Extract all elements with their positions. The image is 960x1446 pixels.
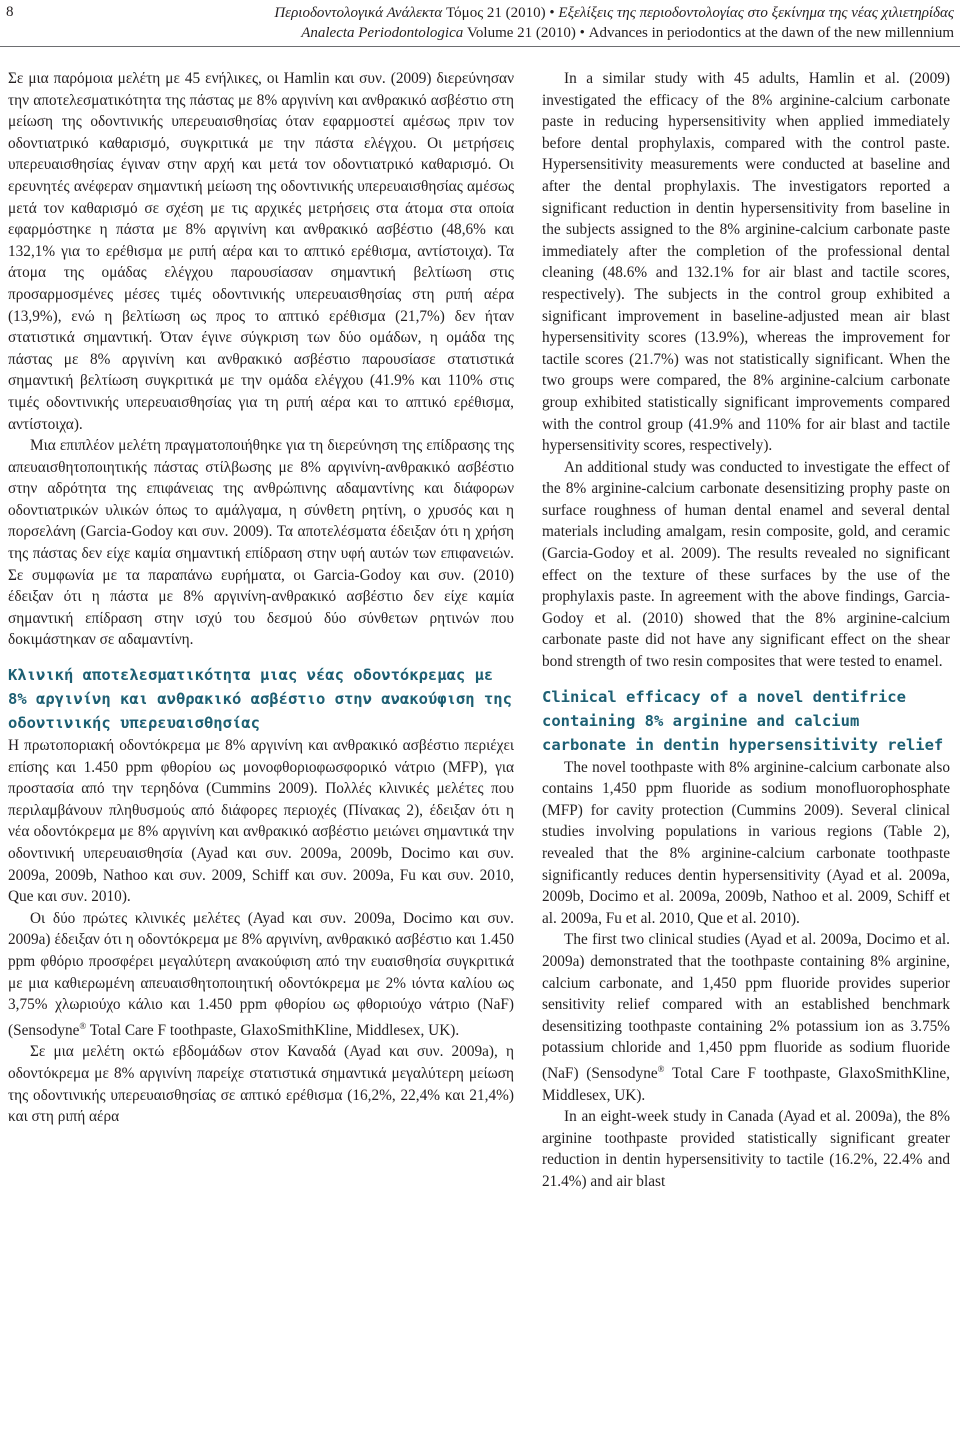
header-divider <box>0 46 960 47</box>
greek-column <box>8 68 514 1128</box>
page-number: 8 <box>6 4 14 20</box>
english-paragraph-garcia-godoy: An additional study was conducted to investigate the effect of the 8% arginine-calcium carbonate desensitizing prophy paste on surface roughness of human dental enamel and several dental materials including amalgam, resin composite, gold, and ceramic (Garcia-Godoy et al. 2009). The results revealed no significant effect on the texture of these surfaces by the use of the prophylaxis paste. In agreement with the above findings, Garcia-Godoy et al. (2010) showed that the 8% arginine-calcium carbonate paste did not have any significant effect on the shear bond strength of two resin composites that were tested to enamel. <box>542 458 950 671</box>
english-paragraph-canada-study: In an eight-week study in Canada (Ayad et al. 2009a), the 8% arginine toothpaste provided statistically significant greater reduction in dentin hypersensitivity to tactile (16.2%, 22.4% and 21.4%) and air blast <box>542 1108 950 1190</box>
header-line-english <box>274 23 954 43</box>
greek-paragraph-canada-study: Σε μια μελέτη οκτώ εβδομάδων στον Καναδά (Ayad και συν. 2009a), η οδοντόκρεμα με 8% αργινίνη παρείχε στατιστικά σημαντικά μεγαλύτερη μείωση της οδοντινικής υπερευαισθησίας σε απτικό ερέθισμα (16,2%, 22,4% και 21,4%) και στη ριπή αέρα <box>8 1043 514 1126</box>
greek-section-heading: Κλινική αποτελεσματικότητα μιας νέας οδοντόκρεμας με 8% αργινίνη και ανθρακικό ασβέστιο στην ανακούφιση της οδοντινικής υπερευαισθησίας <box>8 666 512 733</box>
greek-paragraph-garcia-godoy: Μια επιπλέον μελέτη πραγματοποιήθηκε για τη διερεύνηση της επίδρασης της απευαισθητοποιητικής πάστας στίλβωσης με 8% αργινίνη-ανθρακικό ασβέστιο στην αδρότητα της επιφάνειας της ανθρώπινης αδαμαντίνης και διάφορων οδοντιατρικών υλικών όπως το αμάλγαμα, η σύνθετη ρητίνη, ο χρυσός και η πορσελάνη (Garcia-Godoy και συν. 2009). Τα αποτελέσματα έδειξαν ότι η χρήση της πάστας δεν είχε καμία σημαντική επίδραση στην υφή αυτών των επιφανειών. Σε συμφωνία με τα παραπάνω ευρήματα, οι Garcia-Godoy και συν. (2010) έδειξαν ότι η πάστα με 8% αργινίνη-ανθρακικό ασβέστιο δεν είχε καμία σημαντική επίδραση στην ισχύ του δεσμού δύο σύνθετων ρητινών που δοκιμάστηκαν σε αδαμαντίνη. <box>8 437 514 649</box>
header-bullet: • <box>549 5 555 21</box>
journal-title-greek: Περιοδοντολογικά Ανάλεκτα <box>274 5 443 21</box>
english-paragraph-novel-toothpaste: The novel toothpaste with 8% arginine-calcium carbonate also contains 1,450 ppm fluoride as sodium monofluorophosphate (MFP) for cavity protection (Cummins 2009). Several clinical studies involving populations in various regions (Table 2), revealed that the 8% arginine-calcium carbonate toothpaste significantly reduces dentin hypersensitivity (Ayad et al. 2009a, 2009b, Docimo et al. 2009a, 2009b, Nathoo et al. 2009, Schiff et al. 2009a, Fu et al. 2010, Que et al. 2010). <box>542 758 950 927</box>
english-paragraph-first-studies: The first two clinical studies (Ayad et al. 2009a, Docimo et al. 2009a) demonstrated that the toothpaste containing 8% arginine, calcium carbonate, and 1,450 ppm fluoride provides superior sensitivity relief compared with an established benchmark desensitizing toothpaste containing 2% potassium ion as 3.75% potassium chloride and 1,450 ppm fluoride as sodium fluoride (NaF) (Sensodyne® Total Care F toothpaste, GlaxoSmithKline, Middlesex, UK). <box>542 931 950 1104</box>
header-bullet-2: • <box>579 25 585 41</box>
greek-paragraph-first-studies: Οι δύο πρώτες κλινικές μελέτες (Ayad και συν. 2009a, Docimo και συν. 2009a) έδειξαν ότι η οδοντόκρεμα με 8% αργινίνη, ανθρακικό ασβέστιο και 1.450 ppm φθόριο προσφέρει μεγαλύτερη ανακούφιση από την ευαισθησία συγκριτικά με μια καθιερωμένη απευαισθητοποιητική οδοντόκρεμα με 2% ιόντα καλίου ως 3,75% χλωριούχο κάλιο και 1.450 ppm φθορίου ως φθοριούχο νάτριο (NaF) (Sensodyne® Total Care F toothpaste, GlaxoSmithKline, Middlesex, UK). <box>8 909 514 1039</box>
journal-title-english: Analecta Periodontologica <box>301 25 464 41</box>
volume-greek: Τόμος 21 (2010) <box>446 5 546 21</box>
running-header <box>0 0 960 46</box>
header-line-greek <box>274 3 954 23</box>
topic-greek: Εξελίξεις της περιοδοντολογίας στο ξεκίνημα της νέας χιλιετηρίδας <box>558 5 954 21</box>
greek-paragraph-novel-toothpaste: Η πρωτοποριακή οδοντόκρεμα με 8% αργινίνη και ανθρακικό ασβέστιο περιέχει επίσης και 1.450 ppm φθορίου ως μονοφθοριοφωσφορικό νάτριο (MFP), για προστασία από την τερηδόνα (Cummins 2009). Πολλές κλινικές μελέτες που περιλαμβάνουν πληθυσμούς από διάφορες περιοχές (Πίνακας 2), έδειξαν ότι η νέα οδοντόκρεμα με 8% αργινίνη και ανθρακικό ασβέστιο μειώνει σημαντικά την οδοντινική υπερευαισθησία (Ayad και συν. 2009a, 2009b, Docimo και συν. 2009a, 2009b, Nathoo και συν. 2009, Schiff και συν. 2009a, Fu και συν. 2010, Que και συν. 2010). <box>8 737 514 906</box>
volume-english: Volume 21 (2010) <box>467 25 576 41</box>
greek-paragraph-hamlin: Σε μια παρόμοια μελέτη με 45 ενήλικες, οι Hamlin και συν. (2009) διερεύνησαν την αποτελεσματικότητα της πάστας με 8% αργινίνη και ανθρακικό ασβέστιο στη μείωση της οδοντινικής υπερευαισθησίας όταν εφαρμοστεί αμέσως πριν τον οδοντιατρικό καθαρισμό, συγκριτικά με την πάστα ελέγχου. Οι μετρήσεις υπερευαισθησίας έγιναν στην αρχή και μετά τον οδοντιατρικό καθαρισμό. Οι ερευνητές ανέφεραν σημαντική μείωση της οδοντινικής υπερευαισθησίας αμέσως μετά τον καθαρισμό σε σχέση με τις αρχικές μετρήσεις στα άτομα στα οποία εφαρμόστηκε η πάστα με 8% αργινίνη και ανθρακικό ασβέστιο (48,6% και 132,1% για το ερέθισμα με ριπή αέρα και το απτικό ερέθισμα, αντίστοιχα). Τα άτομα της ομάδας ελέγχου παρουσίασαν σημαντική βελτίωση στις προσαρμοσμένες μέσες τιμές οδοντινικής υπερευαισθησίας στη ριπή αέρα (13,9%), ενώ η βελτίωση ως προς το απτικό ερέθισμα (21,7%) δεν ήταν στατιστικά σημαντική. Όταν έγινε σύγκριση των δύο ομάδων, η ομάδα της πάστας με 8% αργινίνη και ανθρακικό ασβέστιο παρουσίασε στατιστικά σημαντική βελτίωση συγκριτικά με την ομάδα ελέγχου (41.9% και 110% στις τιμές οδοντινικής υπερευαισθησίας για τη ριπή αέρα και το απτικό ερέθισμα, αντίστοιχα). <box>8 70 514 433</box>
topic-english: Advances in periodontics at the dawn of the new millennium <box>588 25 954 41</box>
english-section-heading: Clinical efficacy of a novel dentifrice containing 8% arginine and calcium carbonate in dentin hypersensitivity relief <box>542 687 944 754</box>
english-column <box>542 68 950 1193</box>
english-paragraph-hamlin: In a similar study with 45 adults, Hamlin et al. (2009) investigated the efficacy of the 8% arginine-calcium carbonate paste in reducing hypersensitivity when applied immediately before dental prophylaxis, compared with the control paste. Hypersensitivity measurements were conducted at baseline and after the dental prophylaxis. The investigators reported a significant reduction in dentin hypersensitivity from baseline in the subjects assigned to the 8% arginine-calcium carbonate paste immediately after the completion of the professional dental cleaning (48.6% and 132.1% for air blast and tactile scores, respectively). The subjects in the control group exhibited a significant improvement in baseline-adjusted mean air blast hypersensitivity scores (13.9%), whereas the improvement for tactile scores (21.7%) was not statistically significant. When the two groups were compared, the 8% arginine-calcium carbonate group exhibited statistically significant improvements compared with the control group (41.9% and 110% for air blast and tactile hypersensitivity scores, respectively). <box>542 70 950 455</box>
header-citation <box>274 3 954 43</box>
